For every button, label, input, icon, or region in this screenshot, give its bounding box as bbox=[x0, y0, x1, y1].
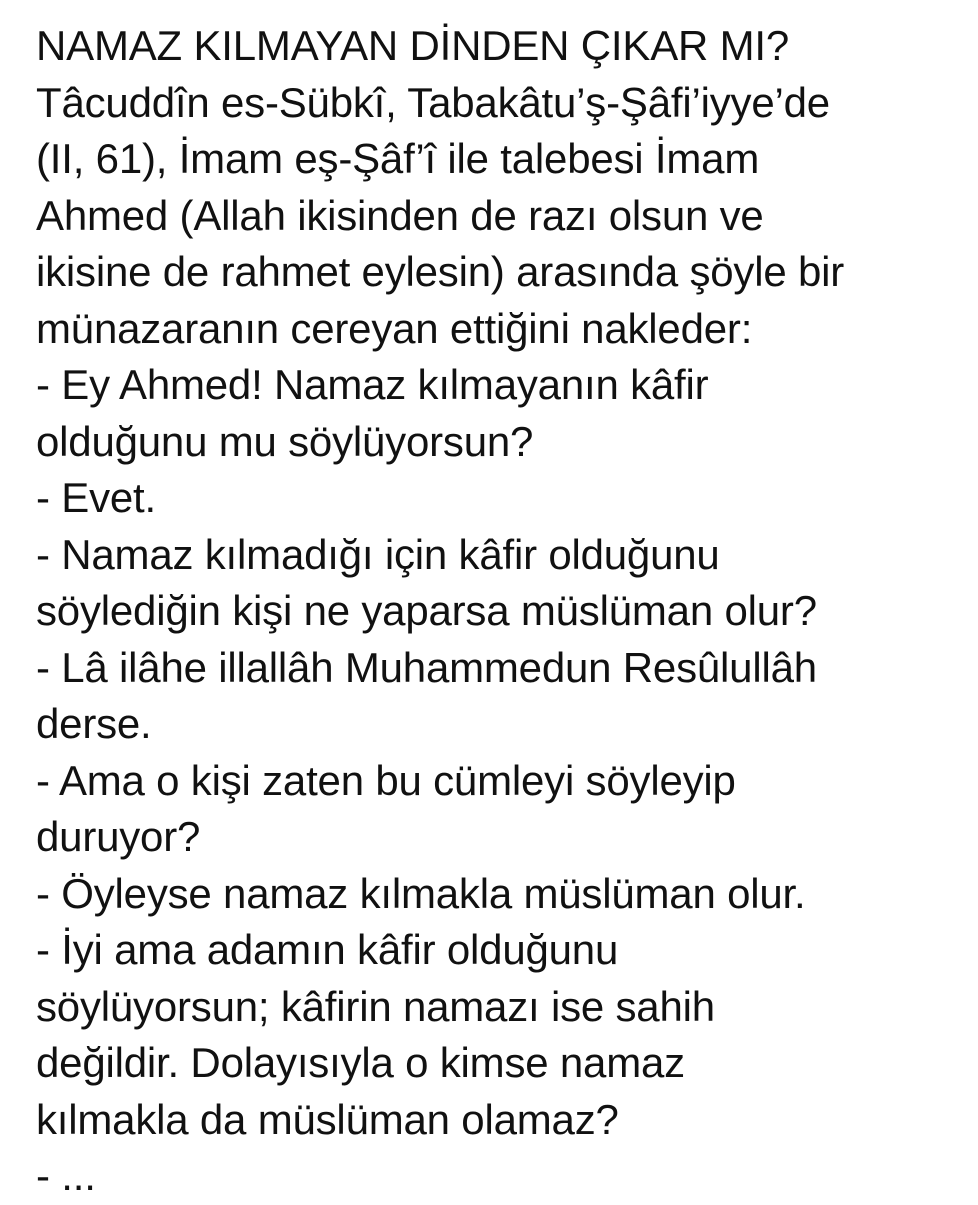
dialogue-line: derse. bbox=[36, 700, 152, 747]
document-text bbox=[36, 18, 966, 1205]
dialogue-line: - Namaz kılmadığı için kâfir olduğunu bbox=[36, 530, 720, 578]
dialogue-line: kılmakla da müslüman olamaz? bbox=[36, 1095, 619, 1143]
dialogue-line: - Lâ ilâhe illallâh Muhammedun Resûlullâh bbox=[36, 643, 817, 691]
text-line: (II, 61), İmam eş-Şâf’î ile talebesi İmam bbox=[36, 135, 760, 182]
dialogue-line: duruyor? bbox=[36, 813, 201, 860]
dialogue-line: - Ey Ahmed! Namaz kılmayanın kâfir bbox=[36, 361, 709, 408]
dialogue-line: - Ama o kişi zaten bu cümleyi söyleyip bbox=[36, 756, 736, 804]
text-line: münazaranın cereyan ettiğini nakleder: bbox=[36, 304, 753, 352]
dialogue-line: değildir. Dolayısıyla o kimse namaz bbox=[36, 1039, 685, 1086]
text-line: Ahmed (Allah ikisinden de razı olsun ve bbox=[36, 191, 764, 239]
dialogue-line: söylediğin kişi ne yaparsa müslüman olur? bbox=[36, 587, 817, 634]
dialogue-line: olduğunu mu söylüyorsun? bbox=[36, 417, 534, 465]
text-line: ikisine de rahmet eylesin) arasında şöyle bir bbox=[36, 248, 845, 295]
document-title: NAMAZ KILMAYAN DİNDEN ÇIKAR MI? bbox=[36, 22, 790, 69]
dialogue-line: - İyi ama adamın kâfir olduğunu bbox=[36, 926, 619, 973]
dialogue-line: - ... bbox=[36, 1152, 96, 1199]
dialogue-line: - Evet. bbox=[36, 474, 156, 521]
dialogue-line: - Öyleyse namaz kılmakla müslüman olur. bbox=[36, 869, 806, 917]
dialogue-line: söylüyorsun; kâfirin namazı ise sahih bbox=[36, 982, 715, 1030]
text-line: Tâcuddîn es-Sübkî, Tabakâtu’ş-Şâfi’iyye’de bbox=[36, 78, 830, 126]
